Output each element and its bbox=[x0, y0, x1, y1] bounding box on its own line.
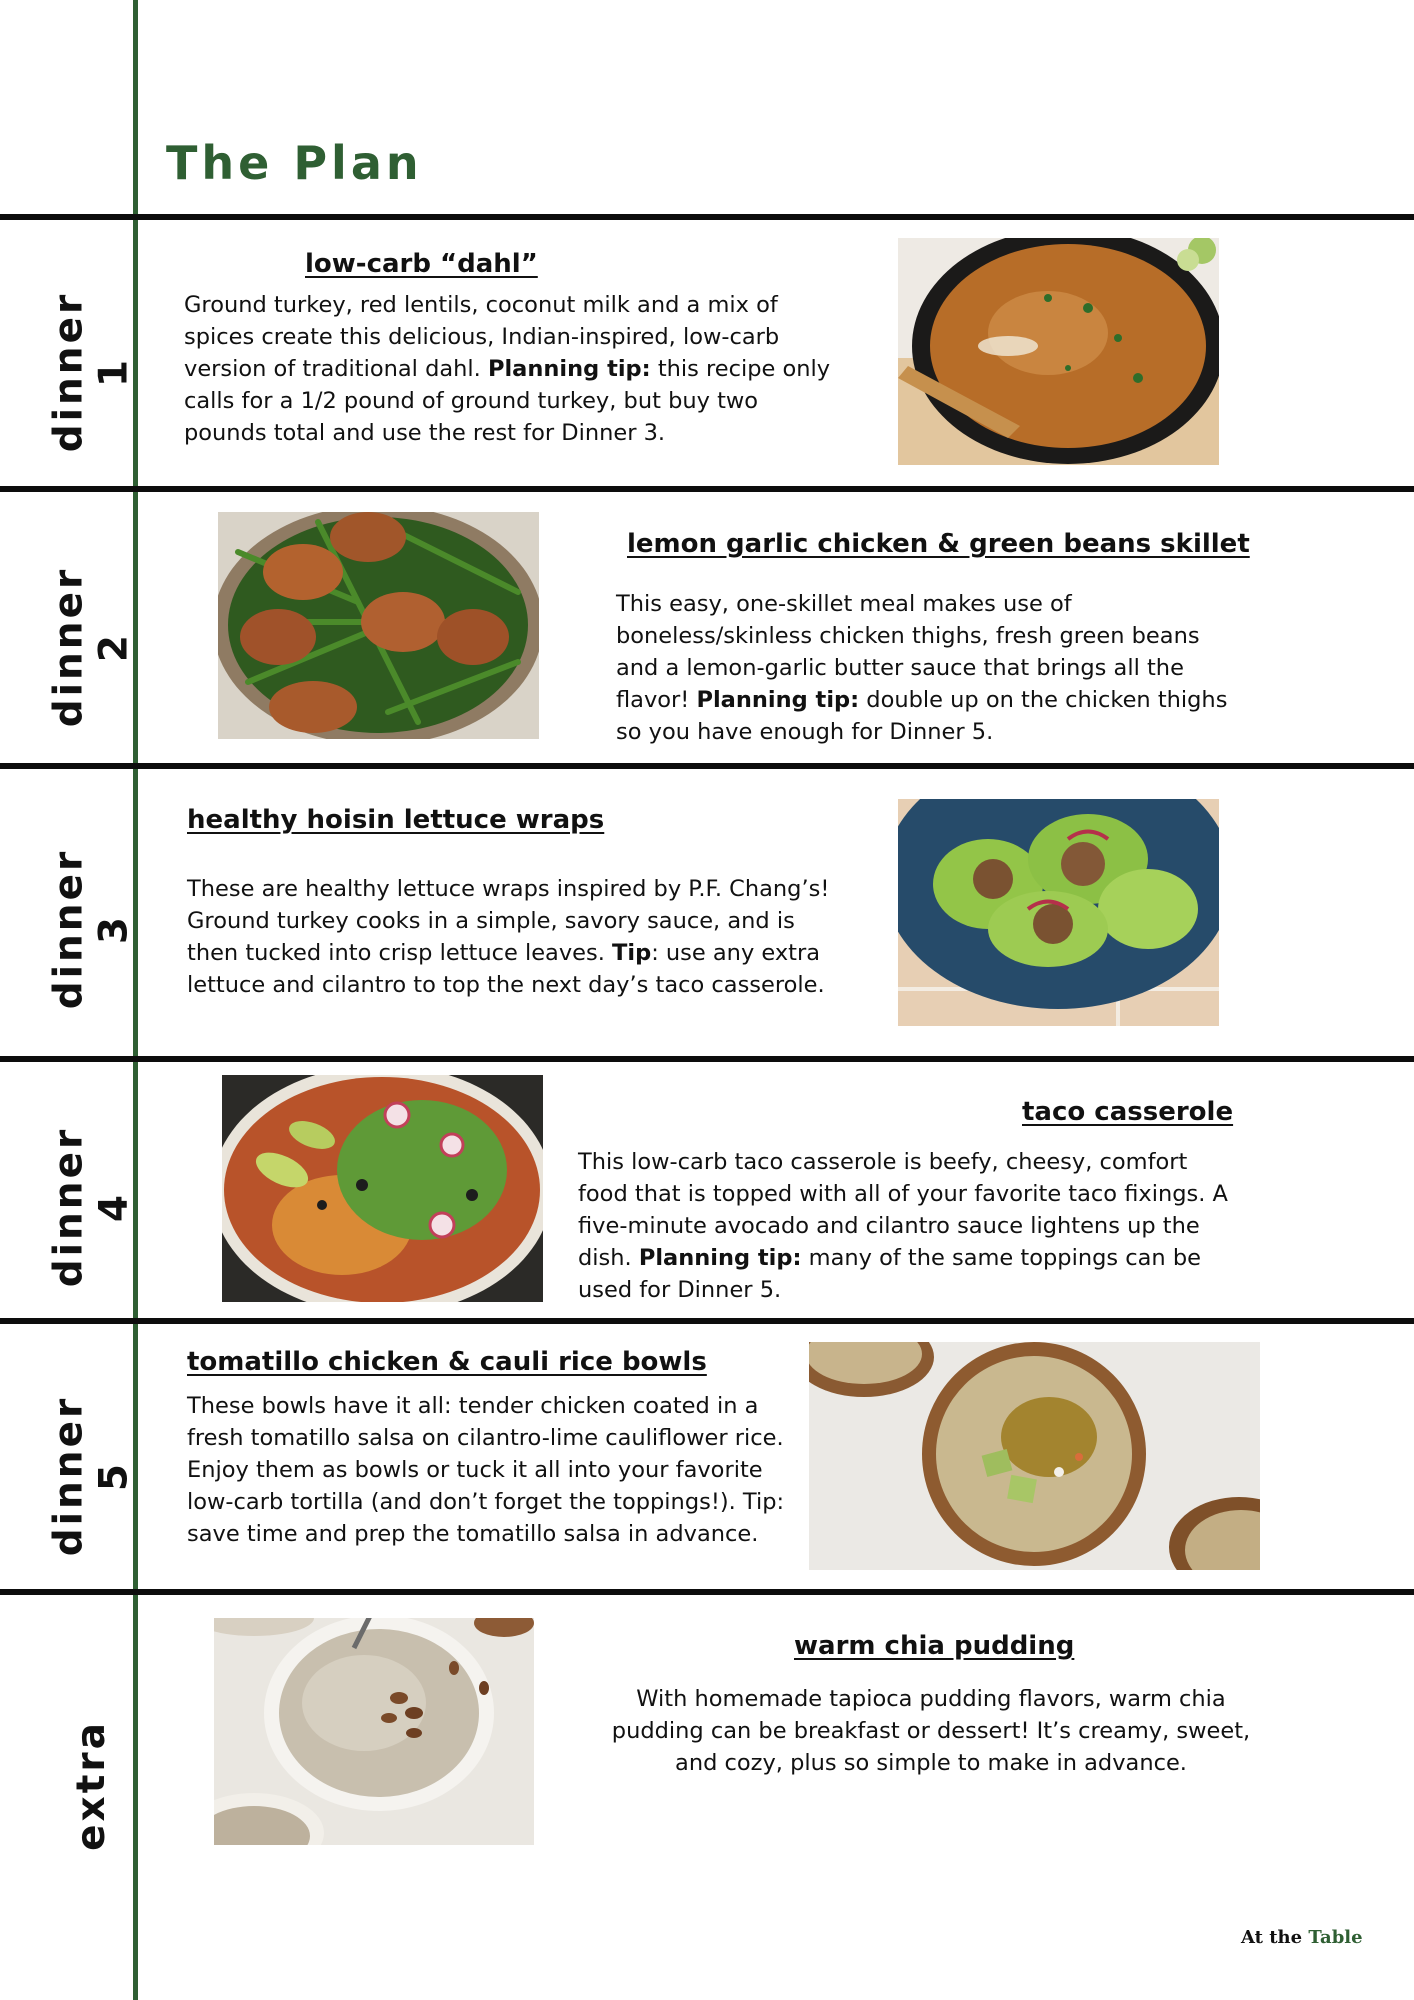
row-divider bbox=[0, 763, 1414, 769]
recipe-description: With homemade tapioca pudding flavors, warm chia pudding can be breakfast or dessert! It’s creamy, sweet, and cozy, plus so simple to make in advance. bbox=[611, 1686, 1251, 1776]
row-divider bbox=[0, 1056, 1414, 1062]
row-label: dinner 3 bbox=[46, 848, 137, 1010]
page-title: The Plan bbox=[166, 136, 423, 190]
planning-tip-label: Planning tip: bbox=[696, 687, 860, 713]
recipe-title: tomatillo chicken & cauli rice bowls bbox=[187, 1347, 707, 1377]
brand-logo: At the Table bbox=[1241, 1927, 1363, 1948]
chia-pudding-photo bbox=[214, 1618, 534, 1845]
taco-casserole-photo bbox=[222, 1075, 543, 1302]
planning-tip-label: Tip bbox=[612, 940, 652, 966]
lettuce-wraps-photo bbox=[898, 799, 1219, 1026]
recipe-title: warm chia pudding bbox=[794, 1631, 1075, 1661]
skillet-turkey-dahl-photo bbox=[898, 238, 1219, 465]
recipe-description: This easy, one-skillet meal makes use of boneless/skinless chicken thighs, fresh green beans and a lemon-garlic butter sauce that brings all the flavor! Planning tip: double up on the chicken thighs so you have enough for Dinner 5. bbox=[616, 591, 1228, 745]
recipe-title: healthy hoisin lettuce wraps bbox=[187, 805, 605, 835]
row-label: dinner 1 bbox=[46, 291, 137, 453]
row-divider bbox=[0, 1318, 1414, 1324]
recipe-description: These are healthy lettuce wraps inspired by P.F. Chang’s! Ground turkey cooks in a simple, savory sauce, and is then tucked into crisp lettuce leaves. Tip: use any extra lettuce and cilantro to top the next day’s taco casserole. bbox=[187, 876, 830, 998]
row-label: extra bbox=[69, 1720, 114, 1851]
row-divider bbox=[0, 486, 1414, 492]
recipe-title: low-carb “dahl” bbox=[305, 249, 538, 279]
chicken-green-beans-photo bbox=[218, 512, 539, 739]
row-label: dinner 4 bbox=[46, 1126, 137, 1288]
planning-tip-label: Planning tip: bbox=[487, 356, 651, 382]
row-label: dinner 2 bbox=[46, 566, 137, 728]
recipe-description: These bowls have it all: tender chicken coated in a fresh tomatillo salsa on cilantro-lime cauliflower rice. Enjoy them as bowls or tuck it all into your favorite low-carb tortilla (and don’t forget the toppings!). Tip: save time and prep the tomatillo salsa in advance. bbox=[187, 1393, 785, 1547]
row-label: dinner 5 bbox=[46, 1395, 137, 1557]
cauli-rice-bowls-photo bbox=[809, 1342, 1260, 1570]
recipe-description: This low-carb taco casserole is beefy, cheesy, comfort food that is topped with all of your favorite taco fixings. A five-minute avocado and cilantro sauce lightens up the dish. Planning tip: many of the same toppings can be used for Dinner 5. bbox=[578, 1149, 1228, 1303]
row-divider bbox=[0, 214, 1414, 220]
planning-tip-label: Planning tip: bbox=[638, 1245, 802, 1271]
recipe-title: lemon garlic chicken & green beans skillet bbox=[627, 529, 1250, 559]
recipe-description: Ground turkey, red lentils, coconut milk and a mix of spices create this delicious, Indian-inspired, low-carb version of traditional dahl. Planning tip: this recipe only calls for a 1/2 pound of ground turkey, but buy two pounds total and use the rest for Dinner 3. bbox=[184, 292, 831, 446]
recipe-title: taco casserole bbox=[1022, 1097, 1234, 1127]
row-divider bbox=[0, 1589, 1414, 1595]
